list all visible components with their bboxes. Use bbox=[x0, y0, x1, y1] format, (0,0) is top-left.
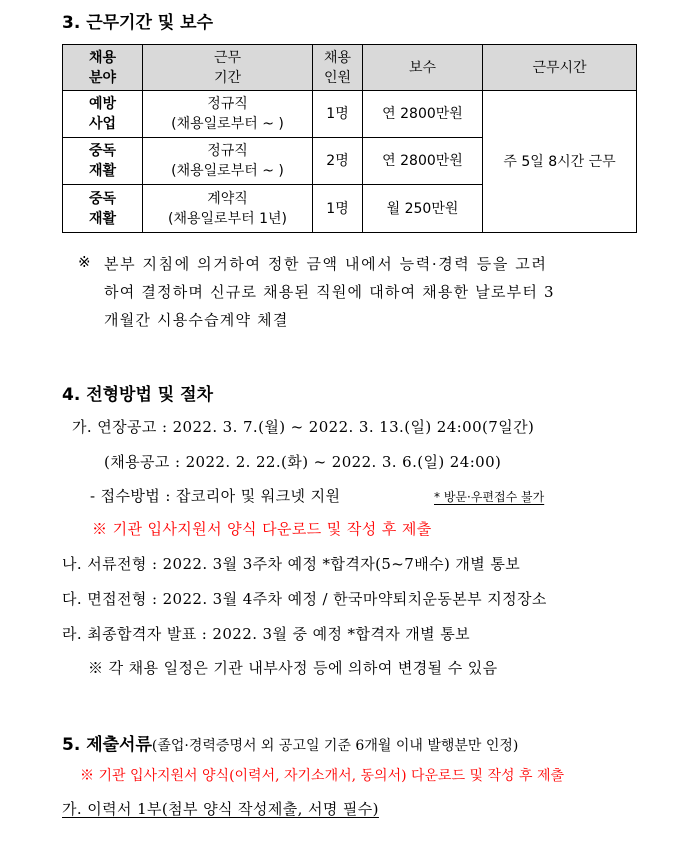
section5-heading bbox=[62, 730, 518, 755]
hours-value: 주 5일 8시간 근무 bbox=[483, 91, 637, 233]
row-count: 1명 bbox=[313, 185, 363, 233]
salary-table bbox=[62, 44, 637, 233]
row-count: 1명 bbox=[313, 91, 363, 138]
extension-notice-line: 가. 연장공고 : 2022. 3. 7.(월) ~ 2022. 3. 13.(일) 24:00(7일간) bbox=[72, 418, 535, 436]
apply-method-line: - 접수방법 : 잡코리아 및 워크넷 지원 bbox=[90, 487, 341, 505]
final-announcement-line: 라. 최종합격자 발표 : 2022. 3월 중 예정 *합격자 개별 통보 bbox=[62, 625, 470, 643]
row-period: 정규직 (채용일로부터 ~ ) bbox=[143, 138, 313, 185]
salary-note-line-3: 개월간 시용수습계약 체결 bbox=[104, 311, 289, 329]
download-note: ※ 기관 입사지원서 양식 다운로드 및 작성 후 제출 bbox=[92, 520, 432, 538]
apply-note: * 방문·우편접수 불가 bbox=[434, 490, 545, 504]
interview-line: 다. 면접전형 : 2022. 3월 4주차 예정 / 한국마약퇴치운동본부 지정장소 bbox=[62, 590, 547, 608]
note-mark: ※ bbox=[78, 253, 91, 271]
document-screening-line: 나. 서류전형 : 2022. 3월 3주차 예정 *합격자(5~7배수) 개별 통보 bbox=[62, 555, 521, 573]
row-pay: 연 2800만원 bbox=[363, 91, 483, 138]
header-period: 근무 기간 bbox=[143, 45, 313, 91]
section3-title: 3. 근무기간 및 보수 bbox=[62, 13, 213, 33]
original-notice-line: (채용공고 : 2022. 2. 22.(화) ~ 2022. 3. 6.(일) 24:00) bbox=[104, 453, 502, 471]
row-pay: 월 250만원 bbox=[363, 185, 483, 233]
row-field: 중독 재활 bbox=[63, 138, 143, 185]
header-hours: 근무시간 bbox=[483, 45, 637, 91]
header-field: 채용 분야 bbox=[63, 45, 143, 91]
row-pay: 연 2800만원 bbox=[363, 138, 483, 185]
header-count: 채용 인원 bbox=[313, 45, 363, 91]
header-pay: 보수 bbox=[363, 45, 483, 91]
table-row bbox=[63, 91, 637, 138]
salary-note-line-1: 본부 지침에 의거하여 정한 금액 내에서 능력·경력 등을 고려 bbox=[104, 255, 548, 273]
row-field: 예방 사업 bbox=[63, 91, 143, 138]
row-period: 계약직 (채용일로부터 1년) bbox=[143, 185, 313, 233]
resume-line: 가. 이력서 1부(첨부 양식 작성제출, 서명 필수) bbox=[62, 800, 379, 818]
section5-title-sub: (졸업·경력증명서 외 공고일 기준 6개월 이내 발행분만 인정) bbox=[151, 738, 519, 754]
salary-note-line-2: 하여 결정하며 신규로 채용된 직원에 대하여 채용한 날로부터 3 bbox=[104, 283, 555, 301]
section4-title: 4. 전형방법 및 절차 bbox=[62, 385, 213, 405]
section5-title: 5. 제출서류 bbox=[62, 735, 152, 755]
schedule-note: ※ 각 채용 일정은 기관 내부사정 등에 의하여 변경될 수 있음 bbox=[88, 659, 498, 677]
table-header-row bbox=[63, 45, 637, 91]
section5-red-note: ※ 기관 입사지원서 양식(이력서, 자기소개서, 동의서) 다운로드 및 작성 후 제출 bbox=[80, 768, 565, 784]
row-count: 2명 bbox=[313, 138, 363, 185]
row-field: 중독 재활 bbox=[63, 185, 143, 233]
row-period: 정규직 (채용일로부터 ~ ) bbox=[143, 91, 313, 138]
